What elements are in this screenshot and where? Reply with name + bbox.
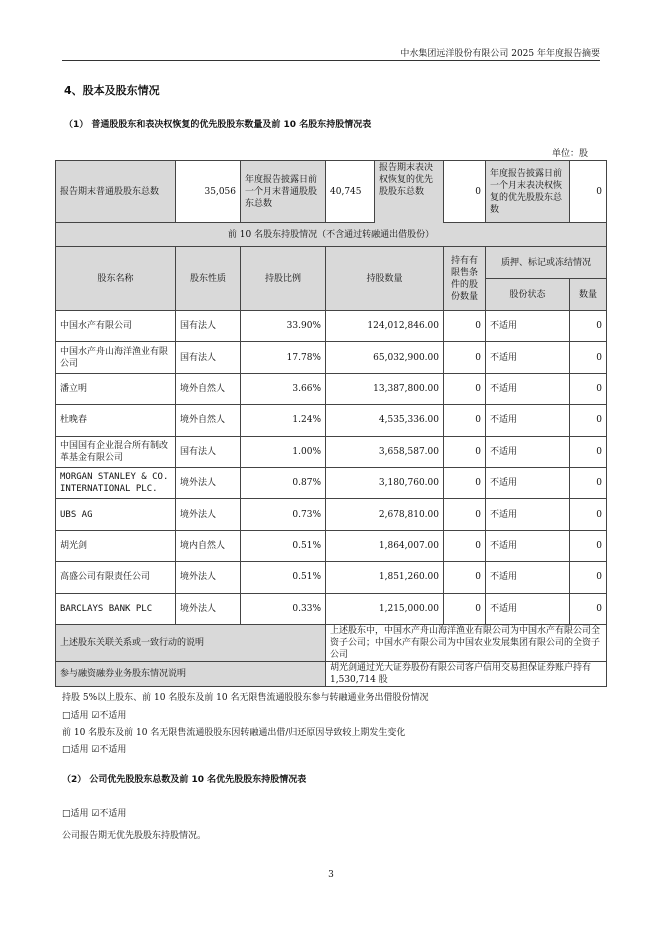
- holding-quantity: 1,215,000.00: [326, 593, 444, 624]
- holding-quantity: 3,180,760.00: [326, 467, 444, 498]
- holding-ratio: 0.51%: [241, 530, 326, 561]
- pledge-count: 0: [570, 467, 607, 498]
- pledge-count: 0: [570, 311, 607, 342]
- pledge-status: 不适用: [486, 530, 570, 561]
- summary-value-4: 0: [570, 161, 607, 223]
- margin-label: 参与融资融券业务股东情况说明: [56, 661, 326, 686]
- holding-ratio: 3.66%: [241, 373, 326, 404]
- header-rule: [62, 60, 600, 61]
- table-row: [56, 467, 607, 498]
- shareholder-nature: 境内自然人: [176, 530, 241, 561]
- margin-row: [56, 661, 607, 686]
- restricted-quantity: 0: [444, 530, 486, 561]
- shareholder-name: 胡光剑: [56, 530, 176, 561]
- related-text: 上述股东中，中国水产舟山海洋渔业有限公司为中国水产有限公司全资子公司；中国水产有限公司为中国农业发展集团有限公司的全资子公司: [326, 624, 607, 661]
- holding-quantity: 1,851,260.00: [326, 562, 444, 593]
- holding-ratio: 33.90%: [241, 311, 326, 342]
- unit-label: 单位：股: [551, 149, 588, 159]
- pledge-status: 不适用: [486, 499, 570, 530]
- top10-title-row: [56, 223, 607, 247]
- document-header: 中水集团远洋股份有限公司 2025 年年度报告摘要: [400, 49, 600, 59]
- holding-quantity: 13,387,800.00: [326, 373, 444, 404]
- holding-quantity: 3,658,587.00: [326, 436, 444, 467]
- section-title: 4、股本及股东情况: [64, 84, 160, 97]
- pledge-count: 0: [570, 562, 607, 593]
- pledge-status: 不适用: [486, 593, 570, 624]
- shareholder-name: MORGAN STANLEY & CO. INTERNATIONAL PLC.: [56, 467, 176, 498]
- option-lending: □适用 ☑不适用: [62, 711, 127, 721]
- shareholder-nature: 境外法人: [176, 467, 241, 498]
- shareholder-nature: 境外法人: [176, 593, 241, 624]
- holding-quantity: 65,032,900.00: [326, 342, 444, 373]
- note-preferred: 公司报告期无优先股股东持股情况。: [62, 831, 207, 841]
- shareholder-name: BARCLAYS BANK PLC: [56, 593, 176, 624]
- shareholder-name: 杜晚春: [56, 405, 176, 436]
- pledge-count: 0: [570, 342, 607, 373]
- column-header-row-1: [56, 247, 607, 279]
- holding-ratio: 0.51%: [241, 562, 326, 593]
- summary-value-3: 0: [444, 161, 486, 223]
- restricted-quantity: 0: [444, 499, 486, 530]
- restricted-quantity: 0: [444, 593, 486, 624]
- shareholder-name: 中国水产舟山海洋渔业有限公司: [56, 342, 176, 373]
- table-row: [56, 373, 607, 404]
- pledge-status: 不适用: [486, 562, 570, 593]
- shareholder-nature: 境外法人: [176, 562, 241, 593]
- shareholder-nature: 国有法人: [176, 311, 241, 342]
- holding-quantity: 4,535,336.00: [326, 405, 444, 436]
- holding-quantity: 2,678,810.00: [326, 499, 444, 530]
- subsection-title-1: （1） 普通股股东和表决权恢复的优先股股东数量及前 10 名股东持股情况表: [64, 120, 372, 130]
- restricted-quantity: 0: [444, 467, 486, 498]
- pledge-status: 不适用: [486, 373, 570, 404]
- pledge-status: 不适用: [486, 436, 570, 467]
- option-preferred: □适用 ☑不适用: [62, 809, 127, 819]
- summary-label-3: 报告期末表决权恢复的优先股股东总数: [374, 161, 443, 223]
- col-header-qty: 持股数量: [326, 247, 444, 311]
- holding-ratio: 1.00%: [241, 436, 326, 467]
- col-header-count: 数量: [570, 279, 607, 311]
- shareholder-name: 中国国有企业混合所有制改革基金有限公司: [56, 436, 176, 467]
- shareholder-nature: 境外自然人: [176, 405, 241, 436]
- col-header-restricted: 持有有限售条件的股份数量: [444, 247, 486, 311]
- page-number: 3: [328, 870, 334, 880]
- table-row: [56, 436, 607, 467]
- pledge-count: 0: [570, 530, 607, 561]
- holding-ratio: 0.73%: [241, 499, 326, 530]
- shareholder-nature: 国有法人: [176, 436, 241, 467]
- pledge-count: 0: [570, 436, 607, 467]
- table-row: [56, 342, 607, 373]
- pledge-status: 不适用: [486, 342, 570, 373]
- shareholder-name: 潘立明: [56, 373, 176, 404]
- pledge-status: 不适用: [486, 311, 570, 342]
- shareholder-nature: 国有法人: [176, 342, 241, 373]
- table-row: [56, 593, 607, 624]
- subsection-title-2: （2） 公司优先股股东总数及前 10 名优先股股东持股情况表: [62, 775, 307, 785]
- summary-row: [56, 161, 607, 223]
- holding-ratio: 17.78%: [241, 342, 326, 373]
- table-row: [56, 311, 607, 342]
- related-row: [56, 624, 607, 661]
- col-header-name: 股东名称: [56, 247, 176, 311]
- restricted-quantity: 0: [444, 436, 486, 467]
- summary-value-2: 40,745: [330, 186, 362, 197]
- restricted-quantity: 0: [444, 311, 486, 342]
- restricted-quantity: 0: [444, 562, 486, 593]
- note-lending: 持股 5%以上股东、前 10 名股东及前 10 名无限售流通股股东参与转融通业务出借股份情况: [62, 693, 429, 703]
- top10-title: 前 10 名股东持股情况（不含通过转融通出借股份）: [56, 223, 607, 247]
- table-row: [56, 562, 607, 593]
- pledge-status: 不适用: [486, 405, 570, 436]
- pledge-count: 0: [570, 405, 607, 436]
- shareholder-name: UBS AG: [56, 499, 176, 530]
- holding-ratio: 1.24%: [241, 405, 326, 436]
- table-row: [56, 530, 607, 561]
- pledge-count: 0: [570, 593, 607, 624]
- summary-label-1: 报告期末普通股股东总数: [56, 161, 176, 223]
- col-header-nature: 股东性质: [176, 247, 241, 311]
- holding-ratio: 0.87%: [241, 467, 326, 498]
- option-change: □适用 ☑不适用: [62, 745, 127, 755]
- shareholder-name: 中国水产有限公司: [56, 311, 176, 342]
- holding-quantity: 1,864,007.00: [326, 530, 444, 561]
- holding-quantity: 124,012,846.00: [326, 311, 444, 342]
- table-row: [56, 499, 607, 530]
- shareholder-rows: [56, 311, 607, 625]
- pledge-status: 不适用: [486, 467, 570, 498]
- col-header-ratio: 持股比例: [241, 247, 326, 311]
- summary-value-1: 35,056: [176, 161, 241, 223]
- summary-label-4: 年度报告披露日前一个月末表决权恢复的优先股股东总数: [486, 161, 570, 223]
- pledge-count: 0: [570, 373, 607, 404]
- shareholder-name: 高盛公司有限责任公司: [56, 562, 176, 593]
- pledge-count: 0: [570, 499, 607, 530]
- shareholder-table: [55, 160, 607, 687]
- related-label: 上述股东关联关系或一致行动的说明: [56, 624, 326, 661]
- shareholder-nature: 境外自然人: [176, 373, 241, 404]
- col-header-status: 股份状态: [486, 279, 570, 311]
- restricted-quantity: 0: [444, 373, 486, 404]
- summary-cell-2: [326, 161, 444, 223]
- restricted-quantity: 0: [444, 405, 486, 436]
- summary-label-2: 年度报告披露日前一个月末普通股股东总数: [241, 161, 326, 223]
- col-header-pledge: 质押、标记或冻结情况: [486, 247, 607, 279]
- restricted-quantity: 0: [444, 342, 486, 373]
- note-change: 前 10 名股东及前 10 名无限售流通股股东因转融通出借/归还原因导致较上期发生变化: [62, 728, 406, 738]
- table-row: [56, 405, 607, 436]
- margin-text: 胡光剑通过光大证券股份有限公司客户信用交易担保证券账户持有 1,530,714 股: [326, 661, 607, 686]
- shareholder-nature: 境外法人: [176, 499, 241, 530]
- holding-ratio: 0.33%: [241, 593, 326, 624]
